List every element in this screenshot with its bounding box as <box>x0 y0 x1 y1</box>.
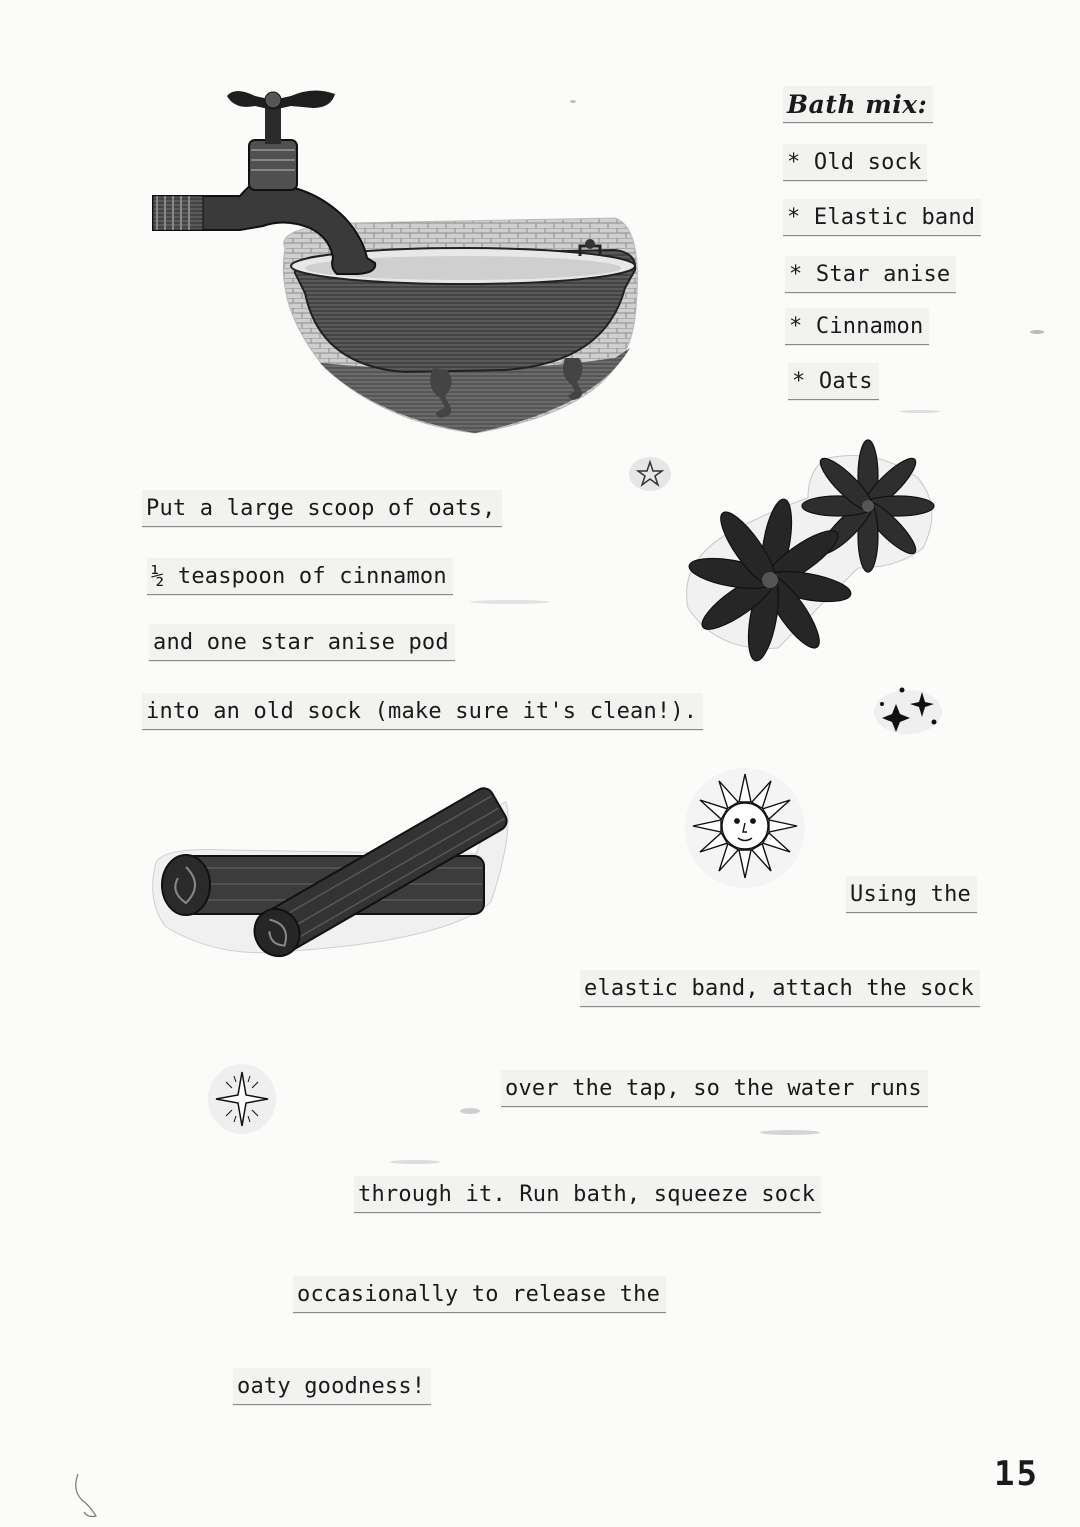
ingredient-cinnamon: * Cinnamon <box>785 308 929 345</box>
instruction-line-8: through it. Run bath, squeeze sock <box>354 1176 821 1213</box>
ingredient-star-anise: * Star anise <box>785 256 956 293</box>
ingredient-elastic-band: * Elastic band <box>783 199 981 236</box>
tap-and-bathtub-illustration <box>145 78 655 438</box>
instruction-line-6: elastic band, attach the sock <box>580 970 980 1007</box>
bath-mix-title: Bath mix: <box>783 86 933 123</box>
page-number: 15 <box>994 1454 1039 1494</box>
ingredient-old-sock: * Old sock <box>783 144 927 181</box>
sun-face-sticker-icon <box>682 766 808 890</box>
instruction-line-9: occasionally to release the <box>293 1276 666 1313</box>
instruction-line-5: Using the <box>846 876 977 913</box>
paper-speck <box>570 100 576 103</box>
star-anise-illustration <box>678 448 940 653</box>
paper-speck <box>1030 330 1044 334</box>
hair-squiggle-decoration <box>70 1470 110 1520</box>
ingredient-oats: * Oats <box>788 363 879 400</box>
instruction-line-7: over the tap, so the water runs <box>501 1070 928 1107</box>
instruction-line-1: Put a large scoop of oats, <box>142 490 502 527</box>
cinnamon-sticks-illustration <box>146 792 516 962</box>
instruction-line-4: into an old sock (make sure it's clean!). <box>142 693 703 730</box>
paper-speck <box>470 600 550 604</box>
small-star-sticker-icon <box>628 456 672 492</box>
paper-speck <box>390 1160 440 1164</box>
paper-speck <box>760 1130 820 1135</box>
starburst-sticker-icon <box>206 1062 278 1136</box>
paper-speck <box>460 1108 480 1114</box>
sparkle-sticker-icon <box>872 684 944 736</box>
paper-speck <box>900 410 940 413</box>
instruction-line-3: and one star anise pod <box>149 624 455 661</box>
instruction-line-2: ½ teaspoon of cinnamon <box>147 558 453 595</box>
tap <box>153 90 375 274</box>
instruction-line-10: oaty goodness! <box>233 1368 431 1405</box>
